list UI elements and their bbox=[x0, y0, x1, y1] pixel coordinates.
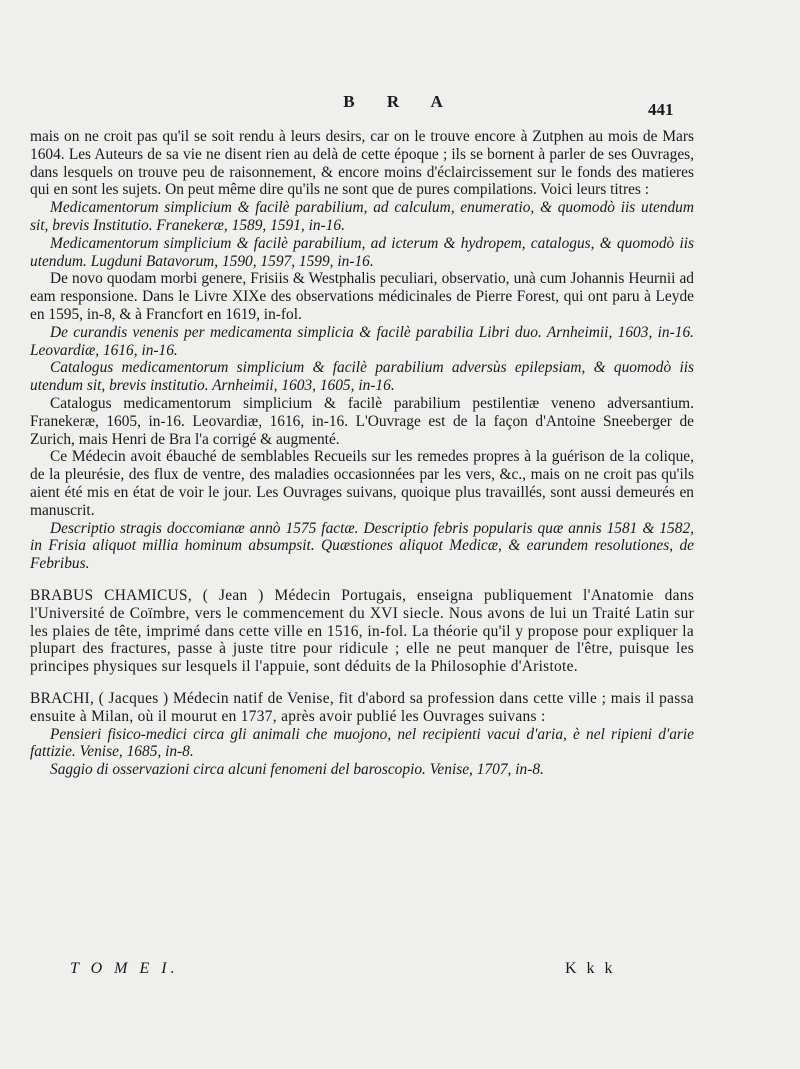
paragraph: Pensieri fisico-medici circa gli animali che muojono, nel recipienti vacui d'aria, è nel ripieni d'arie fattizie. Venise, 1685, in-8. bbox=[30, 725, 694, 761]
paragraph: De curandis venenis per medicamenta simplicia & facilè parabilia Libri duo. Arnheimii, 1603, in-16. Leovardiæ, 1616, in-16. bbox=[30, 323, 694, 359]
entry-brachi: BRACHI, ( Jacques ) Médecin natif de Venise, fit d'abord sa profession dans cette ville ; mais il passa ensuite à Milan, où il mourut en 1737, après avoir publié les Ouvrages suivans : bbox=[30, 689, 694, 725]
volume-footer: T O M E I. bbox=[70, 960, 179, 977]
paragraph: De novo quodam morbi genere, Frisiis & Westphalis peculiari, observatio, unà cum Johannis Heurnii ad eam responsione. Dans le Livre XIXe des observations médicinales de Pierre Forest, qui ont paru à Leyde en 1595, in-8, & à Francfort en 1619, in-fol. bbox=[30, 270, 694, 323]
page-body bbox=[30, 128, 694, 779]
paragraph: Catalogus medicamentorum simplicium & facilè parabilium pestilentiæ veneno adversantium. Franekeræ, 1605, in-16. Leovardiæ, 1616, in-16. L'Ouvrage est de la façon d'Antoine Sneeberger de Zurich, mais Henri de Bra l'a corrigé & augmenté. bbox=[30, 394, 694, 448]
paragraph: Medicamentorum simplicium & facilè parabilium, ad calculum, enumeratio, & quomodò iis utendum sit, brevis Institutio. Franekeræ, 1589, 1591, in-16. bbox=[30, 199, 694, 234]
entry-brabus: BRABUS CHAMICUS, ( Jean ) Médecin Portugais, enseigna publiquement l'Anatomie dans l'Université de Coïmbre, vers le commencement du XVI siecle. Nous avons de lui un Traité Latin sur les plaies de tête, imprimé dans cette ville en 1516, in-fol. La théorie qu'il y propose pour expliquer la plupart des fractures, passe à juste titre pour ridicule ; elle ne peut manquer de l'être, puisque les principes physiques sur lesquels il l'appuie, sont déduits de la Philosophie d'Aristote. bbox=[30, 586, 694, 676]
running-head: B R A bbox=[343, 92, 457, 111]
paragraph: Saggio di osservazioni circa alcuni fenomeni del baroscopio. Venise, 1707, in-8. bbox=[50, 761, 544, 779]
paragraph: Medicamentorum simplicium & facilè parabilium, ad icterum & hydropem, catalogus, & quomodò iis utendum. Lugduni Batavorum, 1590, 1597, 1599, in-16. bbox=[30, 234, 694, 270]
page-number: 441 bbox=[648, 100, 674, 119]
paragraph: Descriptio stragis doccomianæ annò 1575 factæ. Descriptio febris popularis quæ annis 1581 & 1582, in Frisia aliquot millia hominum absumpsit. Quæstiones aliquot Medicæ, & earundem resolutiones, de Febribus. bbox=[30, 519, 694, 573]
paragraph: mais on ne croit pas qu'il se soit rendu à leurs desirs, car on le trouve encore à Zutphen au mois de Mars 1604. Les Auteurs de sa vie ne disent rien au delà de cette époque ; ils se bornent à parler de ses Ouvrages, dans lesquels on trouve peu de raisonnement, & encore moins d'éclaircissement sur le fonds des matieres qui en sont les sujets. On peut même dire qu'ils ne sont que de pures compilations. Voici leurs titres : bbox=[30, 128, 694, 199]
paragraph: Catalogus medicamentorum simplicium & facilè parabilium adversùs epilepsiam, & quomodò iis utendum sit, brevis institutio. Arnheimii, 1603, 1605, in-16. bbox=[30, 359, 694, 395]
section-gap bbox=[30, 573, 694, 587]
signature-mark: K k k bbox=[565, 960, 616, 977]
paragraph: Ce Médecin avoit ébauché de semblables Recueils sur les remedes propres à la guérison de la colique, de la pleurésie, des flux de ventre, des maladies occasionnées par les vers, &c., mais on ne croit pas qu'ils aient été mis en état de voir le jour. Les Ouvrages suivans, quoique plus travaillés, sont aussi demeurés en manuscrit. bbox=[30, 448, 694, 519]
section-gap bbox=[30, 676, 694, 690]
